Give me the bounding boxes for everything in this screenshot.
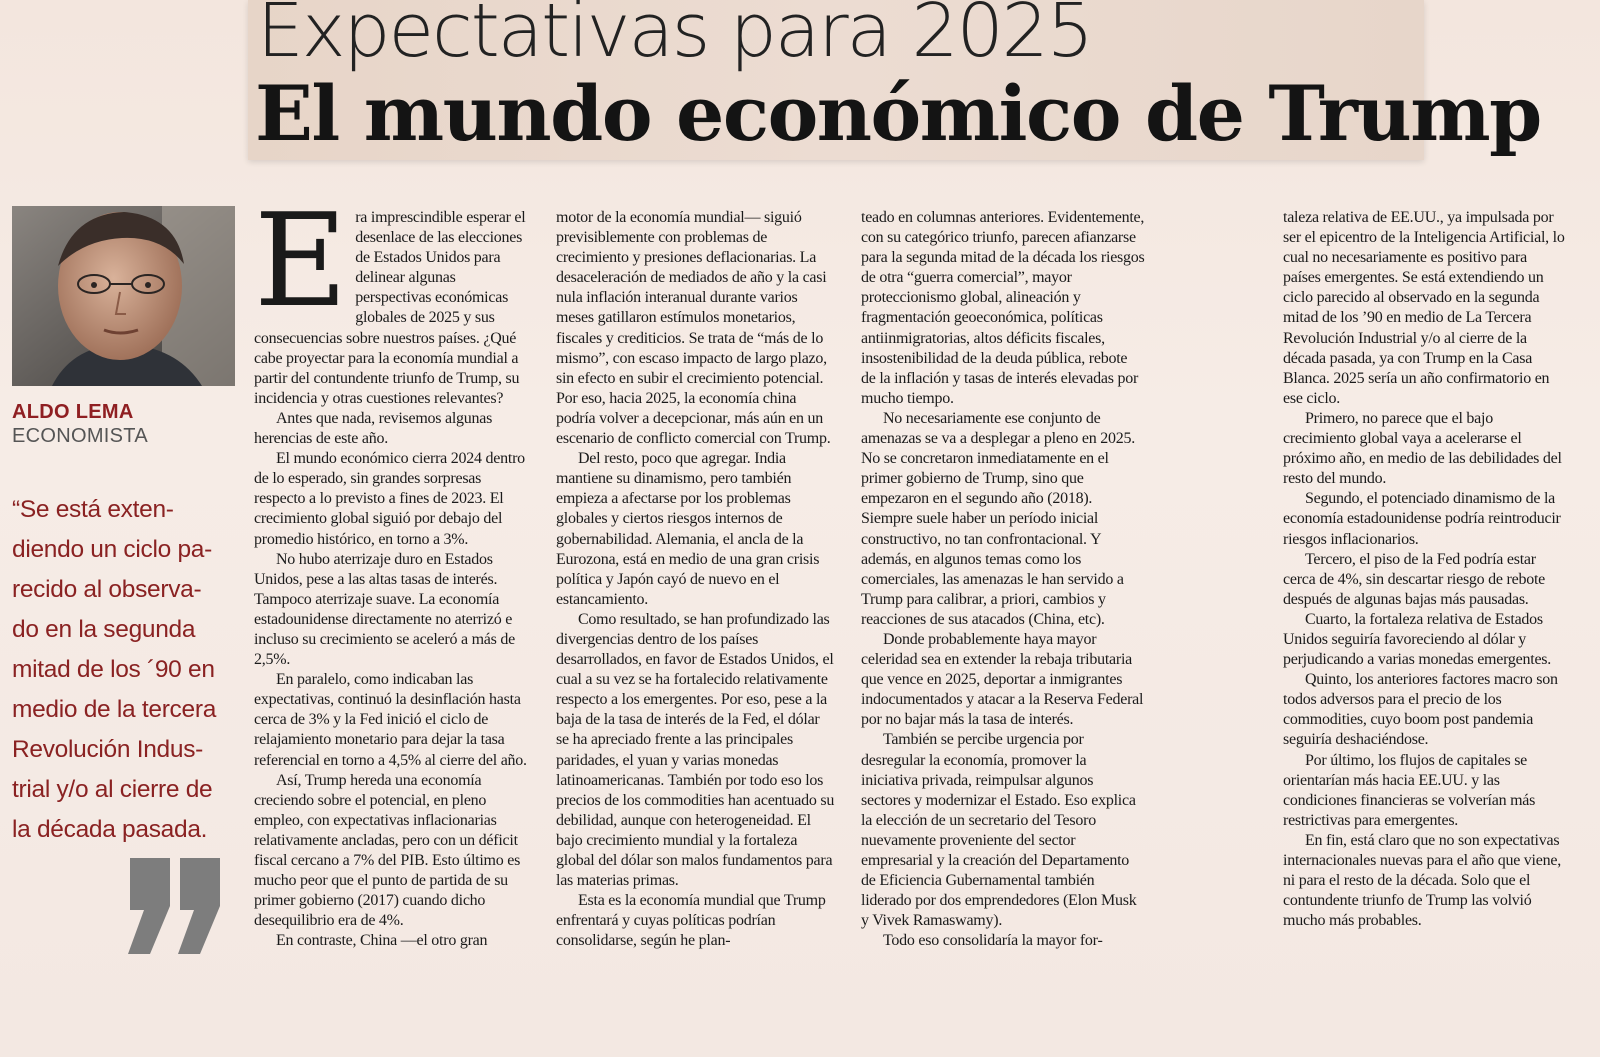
paragraph: En paralelo, como indicaban las expectativas, continuó la desinflación hasta cerca de 3% y la Fed inició el ciclo de relajamiento monetario para dejar la tasa referencial en torno a 4,5% al cierre del año. <box>254 671 527 769</box>
paragraph: No hubo aterrizaje duro en Estados Unidos, pese a las altas tasas de interés. Tampoco aterrizaje suave. La economía estadounidense directamente no aterrizó e incluso su crecimiento se aceleró a más de 2,5%. <box>254 550 515 669</box>
paragraph: Del resto, poco que agregar. India mantiene su dinamismo, pero también empieza a afectarse por los problemas globales y ciertos riesgos internos de gobernabilidad. Alemania, el ancla de la Eurozona, está en medio de una gran crisis política y Japón cayó de nuevo en el estancamiento. <box>556 450 820 608</box>
dropcap: E <box>254 187 348 336</box>
paragraph: También se percibe urgencia por desregular la economía, promover la iniciativa privada, reimpulsar algunos sectores y modernizar el Estado. Eso explica la elección de un secretario del Tesoro nuevamente proveniente del sector empresarial y la creación del Departamento de Eficiencia Gubernamental también liderado por dos emprendedores (Elon Musk y Vivek Ramaswamy). <box>861 731 1137 930</box>
article-column-1 <box>254 187 532 951</box>
paragraph: Así, Trump hereda una economía creciendo sobre el potencial, en pleno empleo, con expectativas inflacionarias relativamente ancladas, pero con un déficit fiscal cercano a 7% del PIB. Esto último es mucho peor que el punto de partida de su primer gobierno (2017) cuando dicho desequilibrio era de 4%. <box>254 771 521 930</box>
article-headline: El mundo económico de Trump <box>255 69 1541 158</box>
paragraph: Quinto, los anteriores factores macro son todos adversos para el precio de los commodities, cuyo boom post pandemia seguiría deshaciéndose. <box>1283 671 1558 749</box>
article-column-2 <box>556 208 836 951</box>
paragraph: Como resultado, se han profundizado las divergencias dentro de los países desarrollados, en favor de Estados Unidos, el cual a su vez se ha fortalecido relativamente respecto a los emergentes. Por eso, pese a la baja de la tasa de interés de la Fed, el dólar se ha apreciado frente a las principales paridades, el yuan y varias monedas latinoamericanas. También por todo eso los precios de los commodities han acentuado su debilidad, aunque con heterogeneidad. El bajo crecimiento mundial y la fortaleza global del dólar son malos fundamentos para las materias primas. <box>556 610 835 890</box>
author-portrait-icon <box>12 206 235 386</box>
author-name: ALDO LEMA <box>12 401 134 423</box>
paragraph: Esta es la economía mundial que Trump enfrentará y cuyas políticas podrían consolidarse, según he plan- <box>556 892 826 950</box>
paragraph: Segundo, el potenciado dinamismo de la economía estadounidense podría reintroducir riesgos inflacionarios. <box>1283 490 1561 548</box>
paragraph: En fin, está claro que no son expectativas internacionales nuevas para el año que viene, ni para el resto de la década. Solo que el contundente triunfo de Trump las volvió mucho más probables. <box>1283 831 1561 930</box>
paragraph: Antes que nada, revisemos algunas herencias de este año. <box>254 409 493 448</box>
paragraph: ra imprescindible esperar el desenlace de las elecciones de Estados Unidos para delinear algunas perspectivas económicas globales de 2025 y sus consecuencias sobre nuestros países. ¿Qué cabe proyectar para la economía mundial a partir del contundente triunfo de Trump, su incidencia y otras cuestiones relevantes? <box>254 209 526 407</box>
article-kicker: Expectativas para 2025 <box>257 0 1092 74</box>
paragraph: El mundo económico cierra 2024 dentro de lo esperado, sin grandes sorpresas respecto a lo previsto a fines de 2023. El crecimiento global siguió por debajo del promedio histórico, en torno a 3%. <box>254 450 525 548</box>
paragraph: No necesariamente ese conjunto de amenazas se va a desplegar a pleno en 2025. No se concretaron inmediatamente en el primer gobierno de Trump, sino que empezaron en el segundo año (2018). Siempre suele haber un período inicial constructivo, no tan confrontacional. Y además, en algunos temas como los comerciales, las amenazas le han servido a Trump para calibrar, a priori, cambios y reacciones de sus atacados (China, etc). <box>861 409 1136 628</box>
paragraph: En contraste, China —el otro gran <box>276 932 488 950</box>
paragraph: motor de la economía mundial— siguió previsiblemente con problemas de crecimiento y presiones deflacionarias. La desaceleración de mediados de año y la casi nula inflación interanual durante varios meses gatillaron estímulos monetarios, fiscales y crediticios. Se trata de “más de lo mismo”, con escaso impacto de largo plazo, sin efecto en subir el crecimiento potencial. Por eso, hacia 2025, la economía china podría volver a decepcionar, más aún en un escenario de conflicto comercial con Trump. <box>556 209 831 448</box>
author-portrait <box>12 206 235 386</box>
article-column-4 <box>1283 208 1565 931</box>
paragraph: Todo eso consolidaría la mayor for- <box>883 932 1103 950</box>
paragraph: Tercero, el piso de la Fed podría estar cerca de 4%, sin descartar riesgo de rebote después de algunas bajas más pausadas. <box>1283 550 1545 608</box>
pull-quote: “Se está exten- diendo un ciclo pa- recido al observa- do en la segunda mitad de los ´90 en medio de la tercera Revolución Indus- trial y/o al cierre de la década pasada. <box>12 496 217 843</box>
paragraph: Primero, no parece que el bajo crecimiento global vaya a acelerarse el próximo año, en medio de las debilidades del resto del mundo. <box>1283 409 1562 488</box>
paragraph: taleza relativa de EE.UU., ya impulsada por ser el epicentro de la Inteligencia Artificial, lo cual no necesariamente es positivo para países emergentes. Se está extendiendo un ciclo parecido al observado en la segunda mitad de los ’90 en medio de La Tercera Revolución Industrial y/o al cierre de la década pasada, ya con Trump en la Casa Blanca. 2025 sería un año confirmatorio en ese ciclo. <box>1283 209 1565 407</box>
paragraph: Cuarto, la fortaleza relativa de Estados Unidos seguiría favoreciendo al dólar y perjudicando a varias monedas emergentes. <box>1283 610 1552 669</box>
article-column-3 <box>861 208 1145 951</box>
author-role: ECONOMISTA <box>12 425 148 447</box>
paragraph: teado en columnas anteriores. Evidentemente, con su categórico triunfo, parecen afianzarse para la segunda mitad de la década los riesgos de otra “guerra comercial”, mayor proteccionismo global, alineación y fragmentación geoeconómica, políticas antiinmigratorias, altos déficits fiscales, insostenibilidad de la deuda pública, rebote de la inflación y tasas de interés elevadas por mucho tiempo. <box>861 209 1145 407</box>
paragraph: Por último, los flujos de capitales se orientarían más hacia EE.UU. y las condiciones financieras se volverían más restrictivas para emergentes. <box>1283 751 1536 829</box>
closing-quote-icon <box>120 858 230 954</box>
paragraph: Donde probablemente haya mayor celeridad sea en extender la rebaja tributaria que vence en 2025, deportar a inmigrantes indocumentados y atacar a la Reserva Federal por no bajar más la tasa de interés. <box>861 630 1144 729</box>
